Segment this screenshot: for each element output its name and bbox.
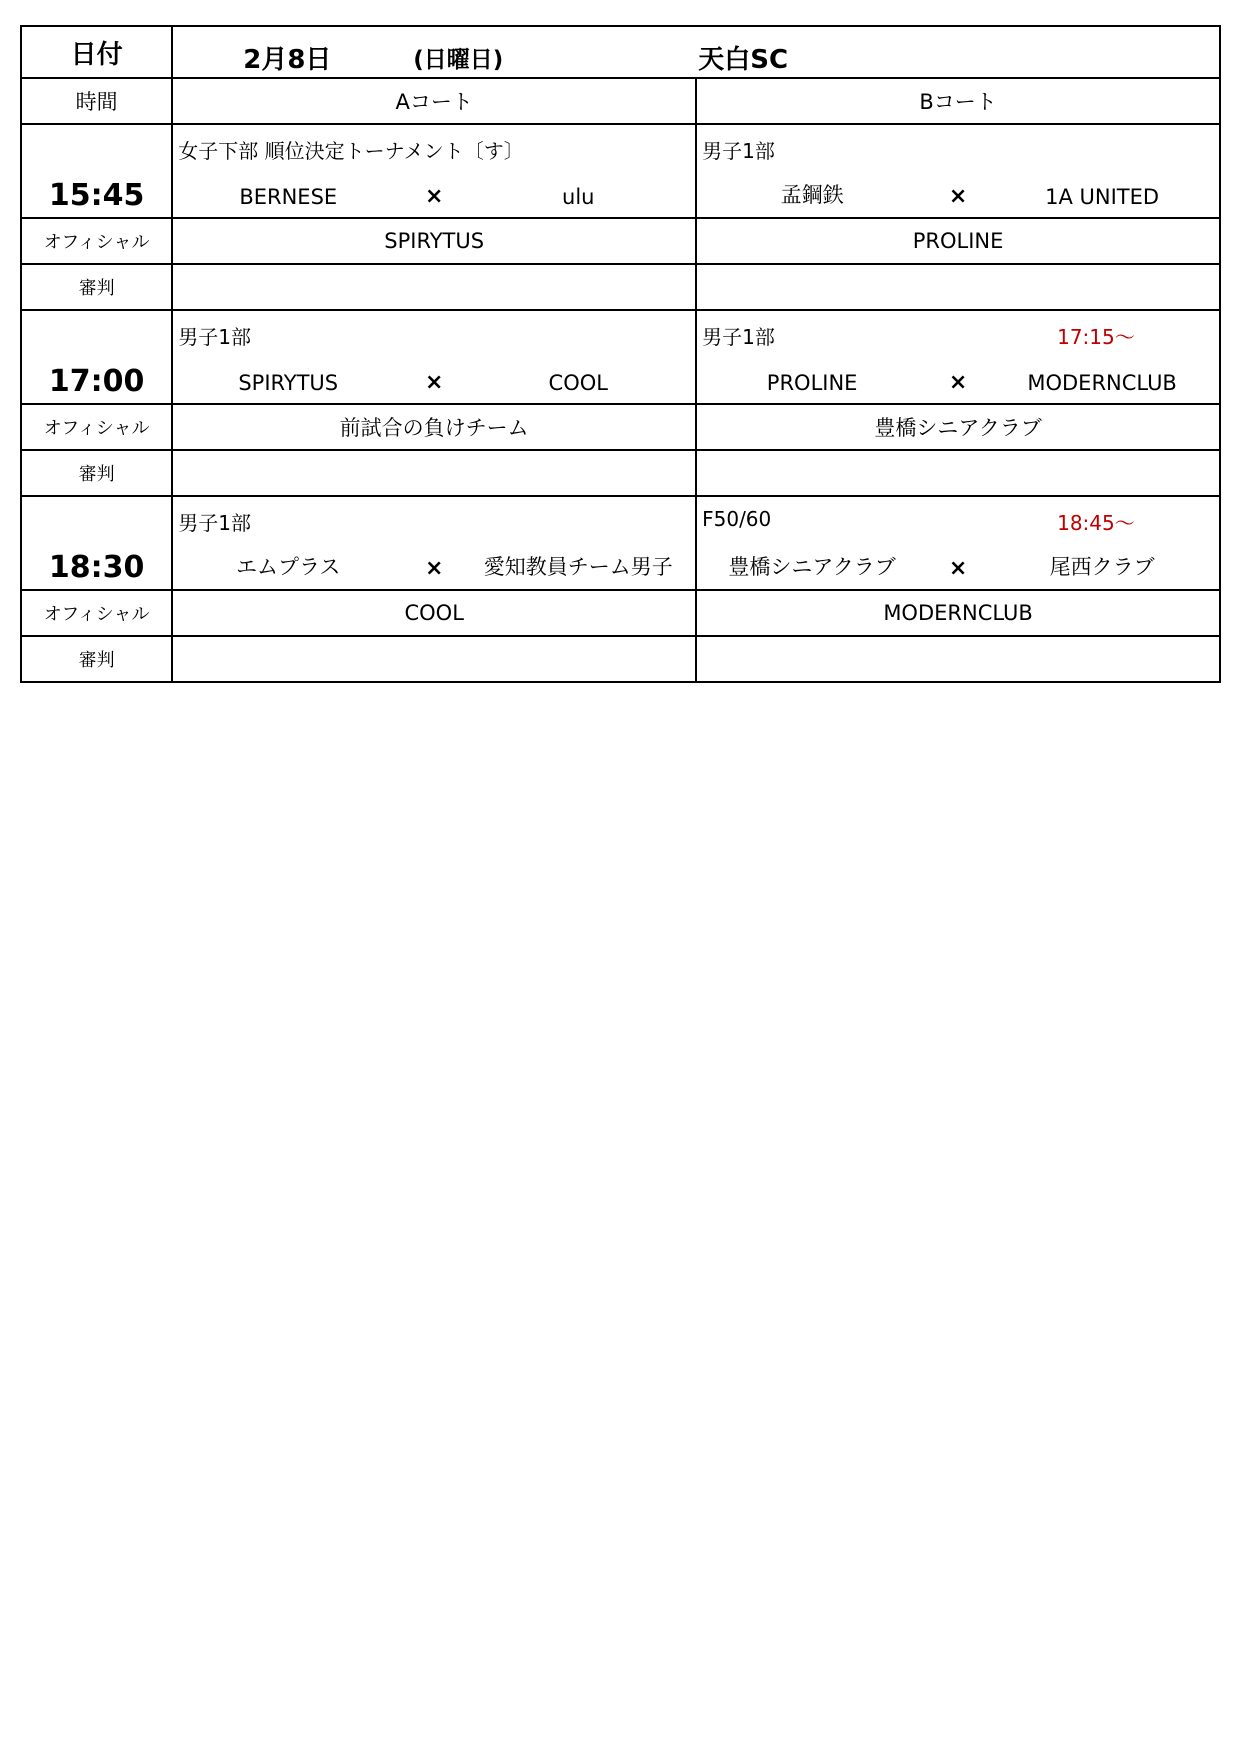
schedule-sheet	[20, 25, 1221, 683]
header-row	[21, 26, 1220, 78]
vs-mark: ×	[425, 556, 444, 581]
court-b-official: 豊橋シニアクラブ	[696, 404, 1220, 450]
referee-label: 審判	[21, 264, 172, 310]
home-team: 豊橋シニアクラブ	[728, 555, 896, 579]
time-slot: 18:30	[48, 550, 145, 585]
vs-mark: ×	[948, 556, 968, 581]
court-b-official: PROLINE	[696, 218, 1220, 264]
match-row	[21, 124, 1220, 218]
referee-row	[21, 450, 1220, 496]
referee-row	[21, 636, 1220, 682]
home-team: PROLINE	[766, 371, 858, 395]
vs-mark: ×	[425, 184, 444, 209]
time-label: 時間	[21, 78, 172, 124]
court-b-title: Bコート	[696, 78, 1220, 124]
court-a-match	[172, 124, 696, 218]
division-label: F50/60	[702, 507, 772, 531]
court-b-referee	[696, 264, 1220, 310]
time-slot-cell	[21, 124, 172, 218]
court-a-referee	[172, 450, 696, 496]
schedule-table	[20, 25, 1221, 683]
court-a-referee	[172, 264, 696, 310]
court-a-official: COOL	[172, 590, 696, 636]
vs-mark: ×	[948, 370, 968, 395]
court-b-match	[696, 496, 1220, 590]
official-row	[21, 218, 1220, 264]
start-time-note: 17:15～	[1057, 325, 1135, 349]
division-label: 男子1部	[702, 325, 775, 349]
official-row	[21, 590, 1220, 636]
away-team: 1A UNITED	[1045, 185, 1160, 209]
court-b-referee	[696, 636, 1220, 682]
match-row	[21, 310, 1220, 404]
time-slot: 17:00	[48, 364, 145, 399]
date-label: 日付	[21, 26, 172, 78]
official-label: オフィシャル	[21, 218, 172, 264]
official-row	[21, 404, 1220, 450]
home-team: BERNESE	[239, 185, 338, 209]
referee-label: 審判	[21, 450, 172, 496]
official-label: オフィシャル	[21, 404, 172, 450]
court-a-referee	[172, 636, 696, 682]
event-date: 2月8日	[243, 45, 332, 75]
event-weekday: (日曜日)	[413, 47, 504, 73]
time-slot-cell	[21, 310, 172, 404]
court-b-match	[696, 124, 1220, 218]
referee-label: 審判	[21, 636, 172, 682]
match-row	[21, 496, 1220, 590]
court-a-title: Aコート	[172, 78, 696, 124]
division-label: 男子1部	[178, 511, 251, 535]
court-b-referee	[696, 450, 1220, 496]
date-venue-cell	[172, 26, 1220, 78]
home-team: 孟鋼鉄	[780, 183, 844, 207]
away-team: 愛知教員チーム男子	[483, 555, 673, 579]
court-header-row	[21, 78, 1220, 124]
time-slot-cell	[21, 496, 172, 590]
court-a-match	[172, 496, 696, 590]
division-label: 男子1部	[702, 139, 775, 163]
time-slot: 15:45	[48, 178, 145, 213]
court-a-match	[172, 310, 696, 404]
away-team: COOL	[548, 371, 608, 395]
court-b-match	[696, 310, 1220, 404]
away-team: ulu	[562, 185, 595, 209]
vs-mark: ×	[425, 370, 444, 395]
home-team: SPIRYTUS	[238, 371, 339, 395]
vs-mark: ×	[948, 184, 968, 209]
away-team: MODERNCLUB	[1027, 371, 1177, 395]
division-label: 女子下部 順位決定トーナメント〔す〕	[178, 139, 524, 163]
court-a-official: 前試合の負けチーム	[172, 404, 696, 450]
home-team: エムプラス	[236, 555, 341, 579]
away-team: 尾西クラブ	[1049, 555, 1155, 579]
official-label: オフィシャル	[21, 590, 172, 636]
event-venue: 天白SC	[698, 45, 789, 75]
referee-row	[21, 264, 1220, 310]
court-b-official: MODERNCLUB	[696, 590, 1220, 636]
division-label: 男子1部	[178, 325, 251, 349]
start-time-note: 18:45～	[1057, 511, 1135, 535]
court-a-official: SPIRYTUS	[172, 218, 696, 264]
